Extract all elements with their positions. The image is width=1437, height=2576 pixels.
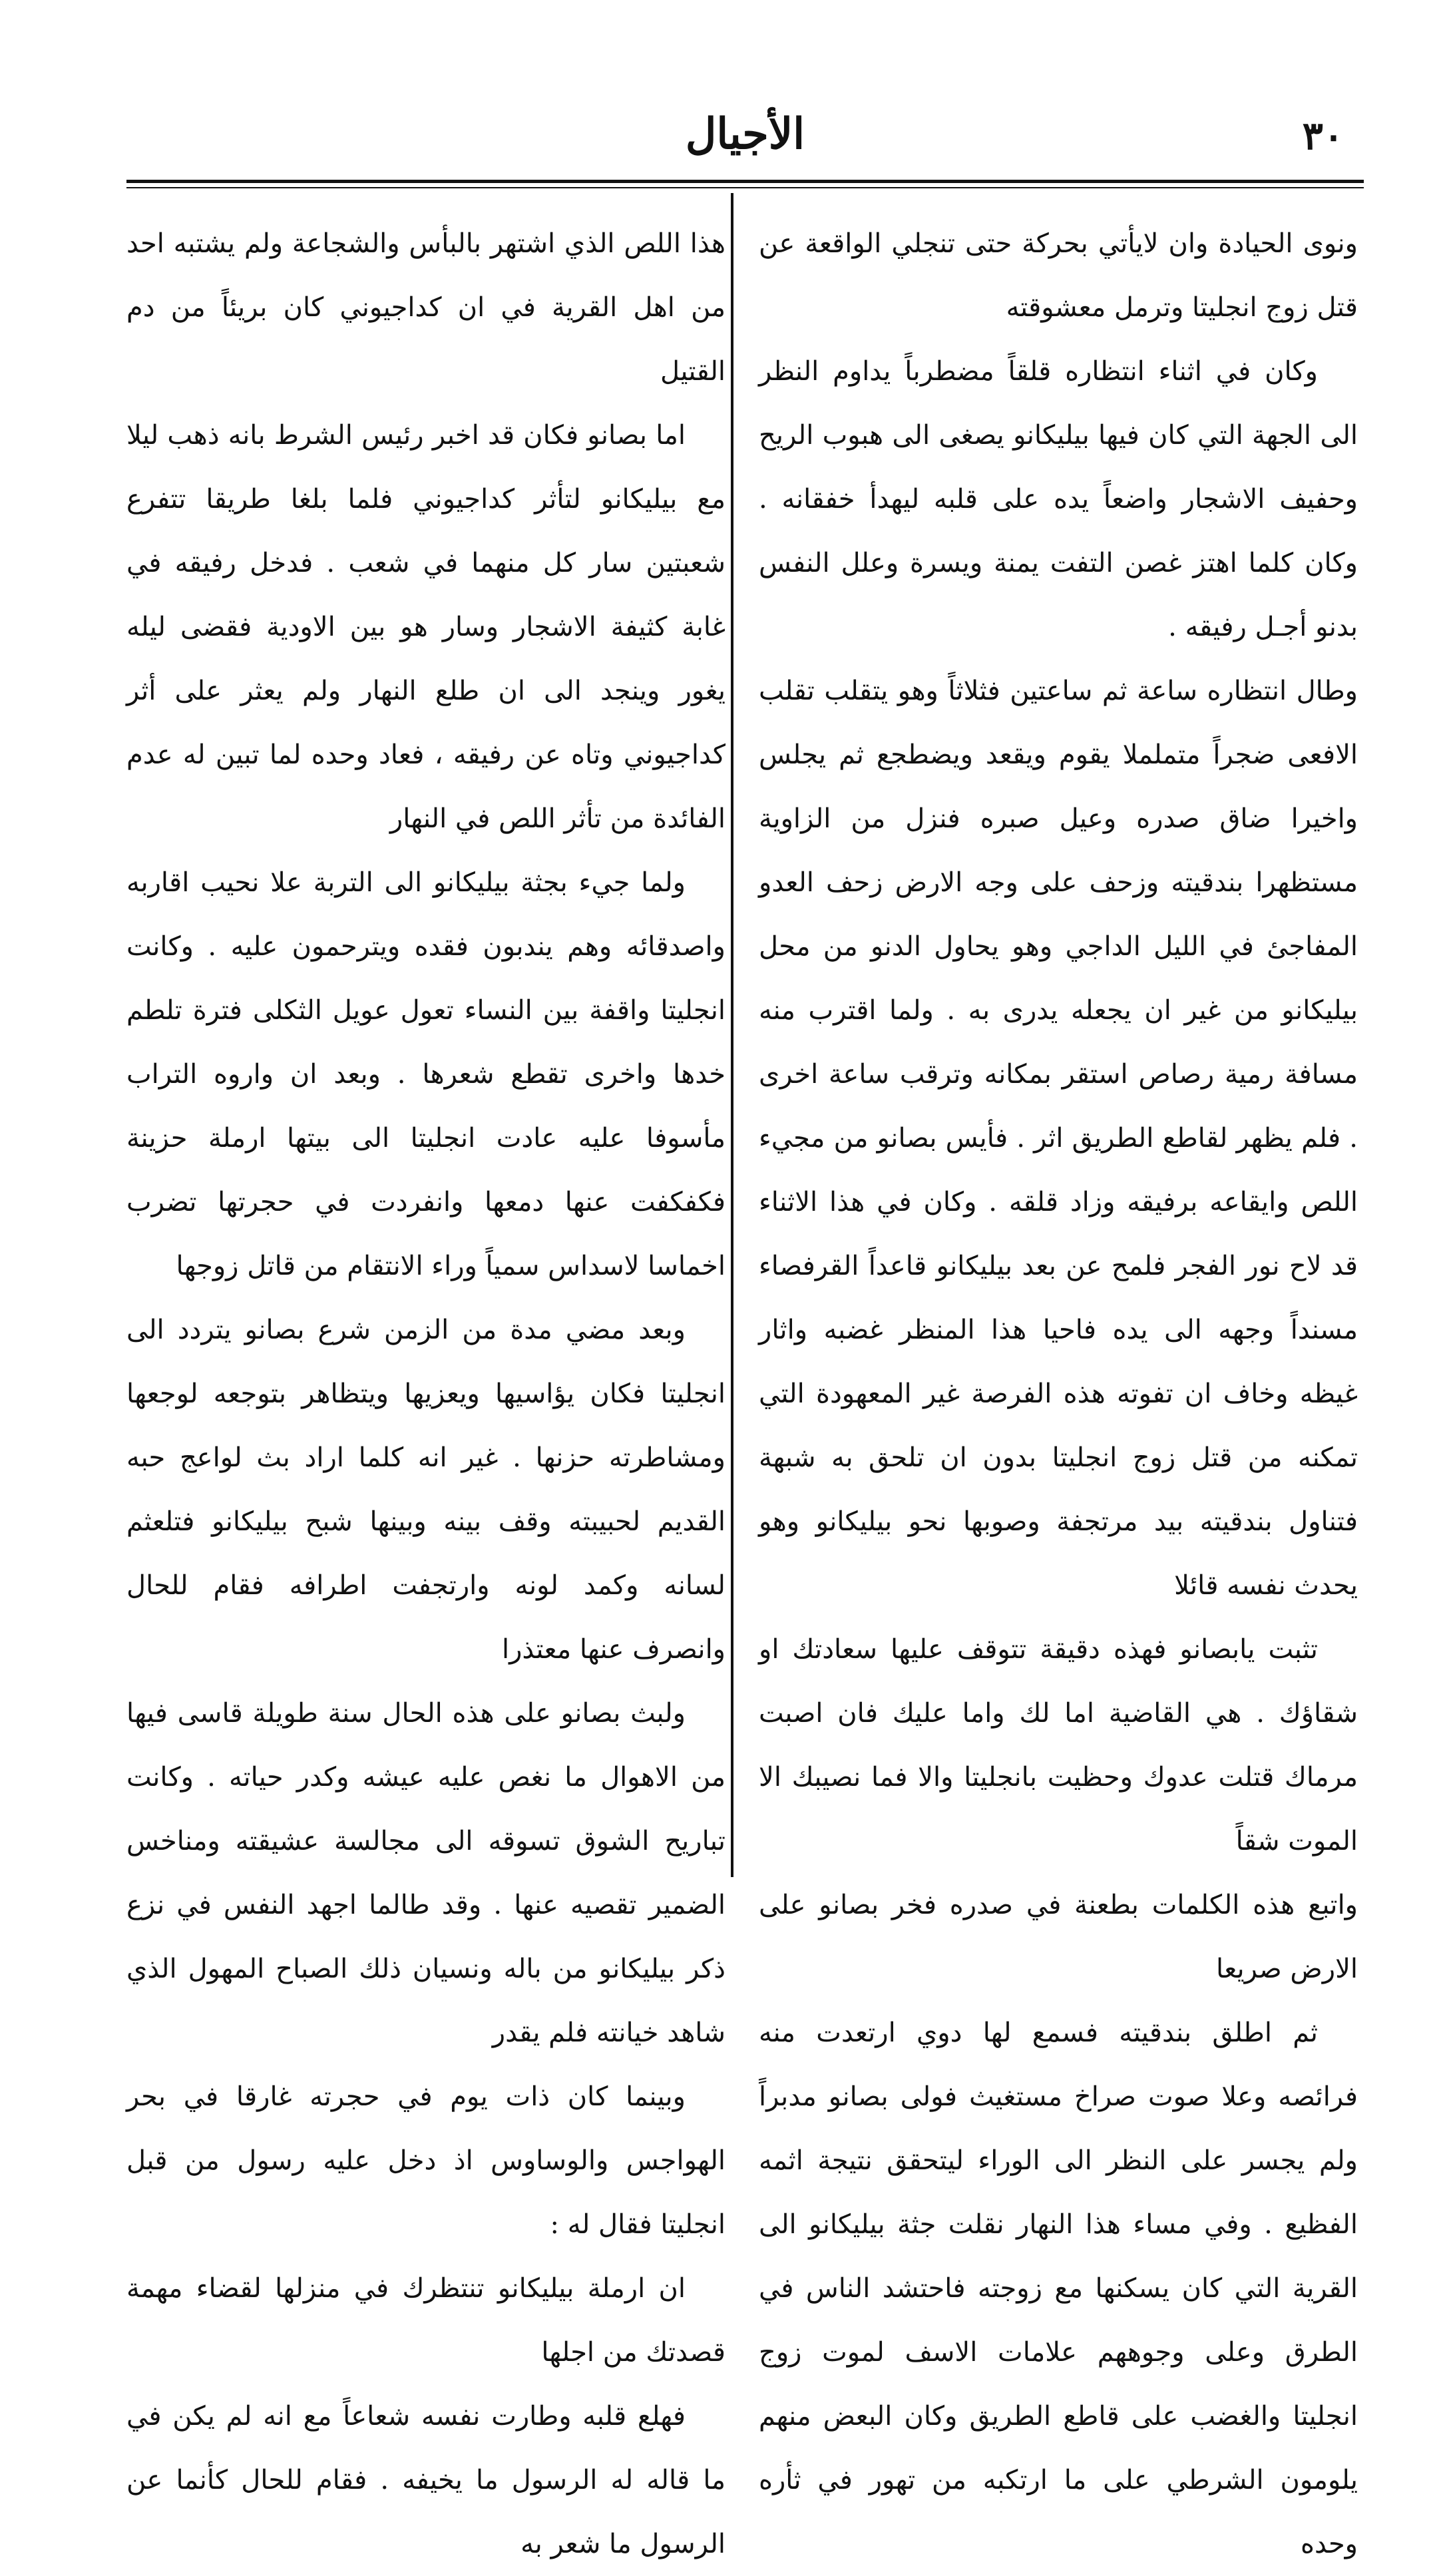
header-rule xyxy=(126,180,1364,188)
paragraph: واتبع هذه الكلمات بطعنة في صدره فخر بصانو على الارض صريعا xyxy=(759,1890,1358,1984)
page-header xyxy=(126,100,1364,173)
column-divider xyxy=(731,193,733,1877)
paragraph: اما بصانو فكان قد اخبر رئيس الشرط بانه ذهب ليلا مع بيليكانو لتأثر كداجيوني فلما بلغا طريقا تتفرع شعبتين سار كل منهما في شعب . فدخل رفيقه في غابة كثيفة الاشجار وسار هو بين الاودية فقضى ليله يغور وينجد الى ان طلع النهار ولم يعثر على أثر كداجيوني وتاه عن رفيقه ، فعاد وحده لما تبين له عدم الفائدة من تأثر اللص في النهار xyxy=(126,420,725,834)
paragraph: ولما جيء بجثة بيليكانو الى التربة علا نحيب اقاربه واصدقائه وهم يندبون فقده ويترحمون عليه . وكانت انجليتا واقفة بين النساء تعول عويل الثكلى فترة تلطم خدها واخرى تقطع شعرها . وبعد ان واروه التراب مأسوفا عليه عادت انجليتا الى بيتها ارملة حزينة فكفكفت عنها دمعها وانفردت في حجرتها تضرب اخماسا لاسداس سمياً وراء الانتقام من قاتل زوجها xyxy=(126,867,725,1281)
paragraph: ان ارملة بيليكانو تنتظرك في منزلها لقضاء مهمة قصدتك من اجلها xyxy=(126,2273,725,2368)
paragraph: ونوى الحيادة وان لايأتي بحركة حتى تنجلي الواقعة عن قتل زوج انجليتا وترمل معشوقته xyxy=(759,228,1358,323)
paragraph: وبعد مضي مدة من الزمن شرع بصانو يتردد الى انجليتا فكان يؤاسيها ويعزيها ويتظاهر بتوجعه لوجعها ومشاطرته حزنها . غير انه كلما اراد بث لواعج حبه القديم لحبيبته وقف بينه وبينها شبح بيليكانو فتلعثم لسانه وكمد لونه وارتجفت اطرافه فقام للحال وانصرف عنها معتذرا xyxy=(126,1315,725,1665)
paragraph: وطال انتظاره ساعة ثم ساعتين فثلاثاً وهو يتقلب تقلب الافعى ضجراً متململا يقوم ويقعد ويضطجع ثم يجلس واخيرا ضاق صدره وعيل صبره فنزل من الزاوية مستظهرا بندقيته وزحف على وجه الارض زحف العدو المفاجئ في الليل الداجي وهو يحاول الدنو من محل بيليكانو من غير ان يجعله يدرى به . ولما اقترب منه مسافة رمية رصاص استقر بمكانه وترقب ساعة اخرى . فلم يظهر لقاطع الطريق اثر . فأيس بصانو من مجيء اللص وايقاعه برفيقه وزاد قلقه . وكان في هذا الاثناء قد لاح نور الفجر فلمح عن بعد بيليكانو قاعداً القرفصاء مسنداً وجهه الى يده فاحيا هذا المنظر غضبه واثار غيظه وخاف ان تفوته هذه الفرصة غير المعهودة التي تمكنه من قتل زوج انجليتا بدون ان تلحق به شبهة فتناول بندقيته بيد مرتجفة وصوبها نحو بيليكانو وهو يحدث نفسه قائلا xyxy=(759,676,1358,1601)
paragraph: فهلع قلبه وطارت نفسه شعاعاً مع انه لم يكن في ما قاله له الرسول ما يخيفه . فقام للحال كأنما عن الرسول ما شعر به xyxy=(126,2401,725,2559)
paragraph: ثم اطلق بندقيته فسمع لها دوي ارتعدت منه فرائصه وعلا صوت صراخ مستغيث فولى بصانو مدبراً ولم يجسر على النظر الى الوراء ليتحقق نتيجة اثمه الفظيع . وفي مساء هذا النهار نقلت جثة بيليكانو الى القرية التي كان يسكنها مع زوجته فاحتشد الناس في الطرق وعلى وجوههم علامات الاسف لموت زوج انجليتا والغضب على قاطع الطريق وكان البعض منهم يلومون الشرطي على ما ارتكبه من تهور في ثأره وحده xyxy=(759,2018,1358,2559)
right-column xyxy=(759,212,1358,2576)
paragraph: ولبث بصانو على هذه الحال سنة طويلة قاسى فيها من الاهوال ما نغص عليه عيشه وكدر حياته . وكانت تباريح الشوق تسوقه الى مجالسة عشيقته ومناخس الضمير تقصيه عنها . وقد طالما اجهد النفس في نزع ذكر بيليكانو من باله ونسيان ذلك الصباح المهول الذي شاهد خيانته فلم يقدر xyxy=(126,1698,725,2048)
left-column xyxy=(126,212,725,2576)
journal-title: الأجيال xyxy=(685,109,805,159)
paragraph: تثبت يابصانو فهذه دقيقة تتوقف عليها سعادتك او شقاؤك . هي القاضية اما لك واما عليك فان اصبت مرماك قتلت عدوك وحظيت بانجليتا والا فما نصيبك الا الموت شقاً xyxy=(759,1634,1358,1856)
page-number: ٣٠ xyxy=(1302,113,1344,158)
paragraph: هذا اللص الذي اشتهر بالبأس والشجاعة ولم يشتبه احد من اهل القرية في ان كداجيوني كان بريئاً من دم القتيل xyxy=(126,228,725,387)
paragraph: وبينما كان ذات يوم في حجرته غارقا في بحر الهواجس والوساوس اذ دخل عليه رسول من قبل انجليتا فقال له : xyxy=(126,2081,725,2240)
paragraph: وكان في اثناء انتظاره قلقاً مضطرباً يداوم النظر الى الجهة التي كان فيها بيليكانو يصغى الى هبوب الريح وحفيف الاشجار واضعاً يده على قلبه ليهدأ خفقانه . وكان كلما اهتز غصن التفت يمنة ويسرة وعلل النفس بدنو أجـل رفيقه . xyxy=(759,356,1358,642)
